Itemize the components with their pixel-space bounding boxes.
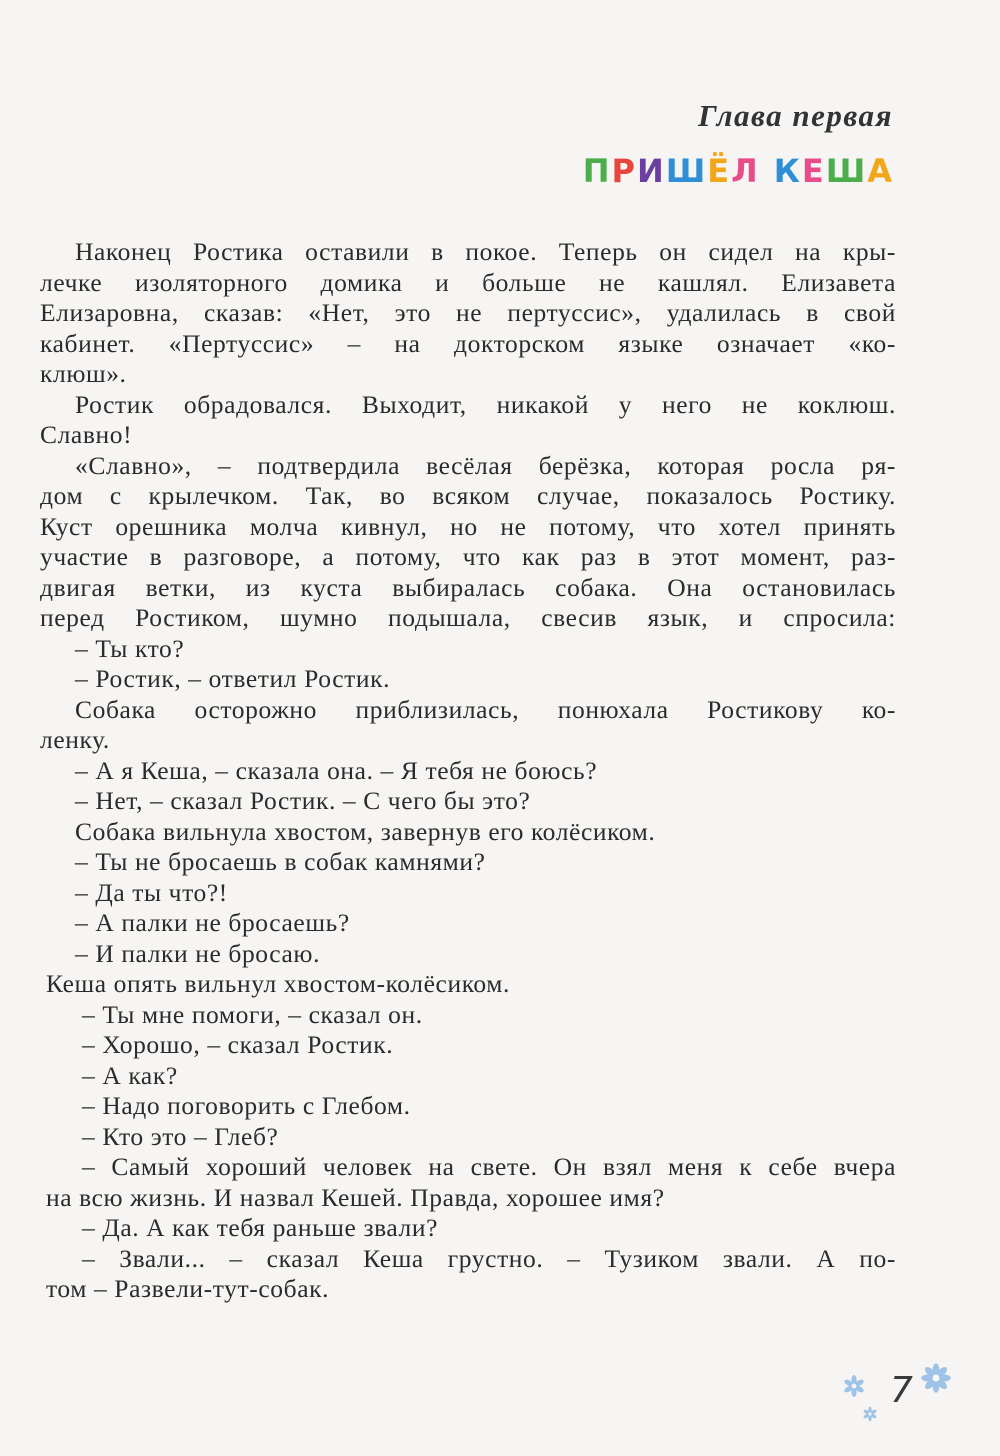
text-line: Кеша опять вильнул хвостом-колёсиком. xyxy=(46,969,510,998)
text-line: лечке изоляторного домика и больше не кашлял. Елизавета xyxy=(40,267,896,297)
title-letter: Ё xyxy=(707,152,732,190)
text-line: Елизаровна, сказав: «Нет, это не пертуссис», удалилась в свой xyxy=(40,298,896,327)
text-line: клюш». xyxy=(40,359,127,388)
page-number: 7 xyxy=(890,1370,913,1411)
text-line: – Хорошо, – сказал Ростик. xyxy=(82,1030,394,1059)
text-line: Собака осторожно приблизилась, понюхала Ростикову ко- xyxy=(75,694,896,724)
text-line: – Звали... – сказал Кеша грустно. – Тузиком звали. А по- xyxy=(82,1243,896,1273)
text-line: – Кто это – Глеб? xyxy=(82,1121,279,1151)
flower-icon xyxy=(920,1362,952,1394)
text-line: – Самый хороший человек на свете. Он взял меня к себе вчера xyxy=(82,1152,896,1181)
text-line: – А я Кеша, – сказала она. – Я тебя не боюсь? xyxy=(75,755,598,785)
title-letter: Л xyxy=(731,152,760,190)
text-line: – Ты мне помоги, – сказал он. xyxy=(82,999,423,1029)
title-letter: Р xyxy=(611,152,637,190)
page-footer xyxy=(830,1366,960,1436)
text-line: – А как? xyxy=(82,1060,178,1090)
text-line: Ростик обрадовался. Выходит, никакой у него не коклюш. xyxy=(75,389,896,419)
text-line: – А палки не бросаешь? xyxy=(75,908,350,937)
text-line: кабинет. «Пертуссис» – на докторском языке означает «ко- xyxy=(40,328,896,358)
text-line: – Ростик, – ответил Ростик. xyxy=(75,664,391,693)
title-letter: Е xyxy=(801,152,826,190)
title-letter: А xyxy=(867,152,894,190)
title-letter: Ш xyxy=(825,152,868,190)
flower-icon xyxy=(842,1374,866,1398)
text-line: Куст орешника молча кивнул, но не потому, что хотел принять xyxy=(40,511,896,541)
text-line: «Славно», – подтвердила весёлая берёзка, которая росла ря- xyxy=(75,450,896,480)
text-line: – Да. А как тебя раньше звали? xyxy=(82,1213,439,1242)
text-line: на всю жизнь. И назвал Кешей. Правда, хорошее имя? xyxy=(46,1182,665,1212)
text-line: ленку. xyxy=(40,725,110,754)
title-letter: П xyxy=(582,152,612,190)
text-line: – Ты кто? xyxy=(75,633,185,663)
text-line: – И палки не бросаю. xyxy=(75,938,321,968)
flower-icon xyxy=(862,1406,878,1422)
chapter-body xyxy=(40,237,896,1305)
text-line: дом с крылечком. Так, во всяком случае, показалось Ростику. xyxy=(40,481,896,510)
text-line: том – Развели-тут-собак. xyxy=(46,1274,330,1303)
chapter-label: Глава первая xyxy=(698,98,893,133)
text-line: двигая ветки, из куста выбиралась собака. Она остановилась xyxy=(40,572,896,602)
text-line: участие в разговоре, а потому, что как раз в этот момент, раз- xyxy=(40,542,896,571)
text-line: Славно! xyxy=(40,420,133,449)
text-line: перед Ростиком, шумно подышала, свесив язык, и спросила: xyxy=(40,603,896,632)
text-line: – Надо поговорить с Глебом. xyxy=(82,1091,411,1120)
text-line: – Да ты что?! xyxy=(75,877,228,907)
text-line: Собака вильнула хвостом, завернув его колёсиком. xyxy=(75,816,656,846)
title-letter: И xyxy=(636,152,666,190)
text-line: Наконец Ростика оставили в покое. Теперь он сидел на кры- xyxy=(75,237,896,266)
text-line: – Ты не бросаешь в собак камнями? xyxy=(75,847,486,876)
title-letter: К xyxy=(773,152,802,190)
text-line: – Нет, – сказал Ростик. – С чего бы это? xyxy=(75,786,531,815)
chapter-title xyxy=(583,152,894,190)
title-letter: Ш xyxy=(665,152,708,190)
